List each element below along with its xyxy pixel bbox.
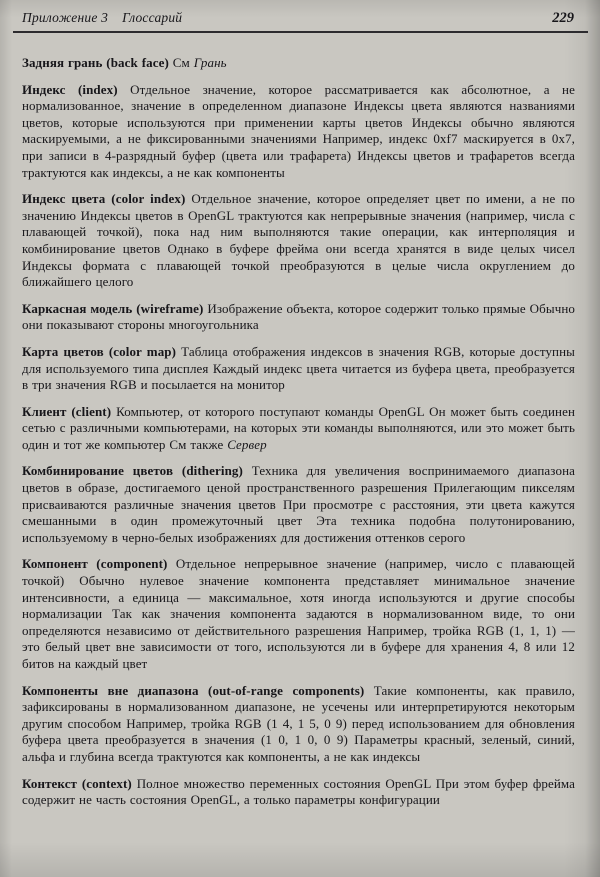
page-number: 229	[552, 10, 574, 26]
header-chapter-label: Глоссарий	[122, 10, 183, 25]
running-header	[0, 0, 600, 27]
definition: Такие компоненты, как правило, зафиксированы в нормализованном диапазоне, не усечены или интерпретируются некоторым другим способом Например, тройка RGB (1 4, 1 5, 0 9) перед использованием для обновления буфера цвета преобразуется в значения (1 0, 1 0, 0 9) Параметры красный, зеленый, синий, альфа и глубина всегда трактуются как компоненты, а не как индексы	[22, 682, 576, 764]
glossary-entry	[22, 404, 575, 454]
definition: Отдельное непрерывное значение (например, число с плавающей точкой) Обычно нулевое значение компонента представляет минимальное значение интенсивности, а единица — максимальное, хотя иногда используются и другие способы нормализации Так как значения компонента задаются в нормализованном виде, то они определяются независимо от действительного разрешения Например, тройка RGB (1, 1, 1) — это белый цвет вне зависимости от того, используются ли в буфере для хранения 4, 8 или 12 битов на каждый цвет	[22, 556, 575, 671]
glossary-entry	[22, 683, 575, 766]
term: Карта цветов (color map)	[22, 343, 177, 359]
definition: Техника для увеличения воспринимаемого диапазона цветов в образе, достигаемого ценой пространственного разрешения Прилегающим пикселям присваиваются различные значения цветов При просмотре с расстояния, эти цвета кажутся смешанными в один промежуточный цвет Эта техника подобна полутонированию, используемому в черно-белых изображениях для достижения оттенков серого	[22, 463, 575, 545]
definition: Полное множество переменных состояния OpenGL При этом буфер фрейма содержит не часть состояния OpenGL, а только параметры конфигурации	[22, 775, 575, 808]
term: Каркасная модель (wireframe)	[22, 300, 204, 316]
definition: Отдельное значение, которое рассматривается как абсолютное, а не нормализованное, значение в определенном диапазоне Индексы цвета являются названиями цветов, которые используются при применении карты цветов Индексы обычно являются маскируемыми, а не фиксированными значениями Например, индекс 0xf7 маскируется в 0x7, при записи в 4-разрядный буфер (цвета или трафарета) Индексы цветов и трафаретов всегда трактуются как индексы, а не как компоненты	[22, 81, 575, 180]
glossary-entry	[22, 556, 575, 672]
term: Индекс (index)	[22, 81, 118, 97]
definition: Компьютер, от которого поступают команды OpenGL Он может быть соединен сетью с различными компьютерами, на которых эти команды выполняются, или это может быть один и тот же компьютер См также	[22, 403, 575, 452]
glossary-entry	[22, 191, 575, 291]
definition: См	[172, 55, 190, 70]
glossary-entry	[22, 55, 575, 72]
definition: Таблица отображения индексов в значения RGB, которые доступны для используемого типа дисплея Каждый индекс цвета читается из буфера цвета, преобразуется в три значения RGB и посылается на монитор	[22, 343, 575, 393]
glossary-entry	[22, 301, 575, 334]
header-title	[22, 10, 182, 26]
glossary-entry	[22, 82, 575, 182]
glossary-entry	[22, 344, 575, 394]
term: Комбинирование цветов (dithering)	[22, 463, 243, 479]
term: Контекст (context)	[22, 775, 132, 791]
header-section-label: Приложение 3	[22, 10, 109, 25]
term: Клиент (client)	[22, 403, 112, 419]
term: Индекс цвета (color index)	[22, 191, 186, 207]
cross-reference: Сервер	[227, 436, 267, 452]
term: Задняя грань (back face)	[22, 55, 169, 70]
glossary	[0, 33, 600, 809]
glossary-entry	[22, 776, 575, 809]
cross-reference: Грань	[193, 55, 227, 70]
glossary-entry	[22, 463, 575, 546]
term: Компоненты вне диапазона (out-of-range components)	[22, 682, 365, 698]
definition: Изображение объекта, которое содержит только прямые Обычно они показывают стороны многоугольника	[22, 300, 575, 333]
definition: Отдельное значение, которое определяет цвет по имени, а не по значению Индексы цветов в OpenGL трактуются как непрерывные значения (например, числа с плавающей точкой), пока над ним выполняются такие операции, как интерполяция и комбинирование цветов Однако в буфере фрейма они всегда хранятся в виде целых чисел Индексы формата с плавающей точкой преобразуются в целые числа округлением до ближайшего целого	[22, 191, 575, 290]
term: Компонент (component)	[22, 556, 168, 572]
